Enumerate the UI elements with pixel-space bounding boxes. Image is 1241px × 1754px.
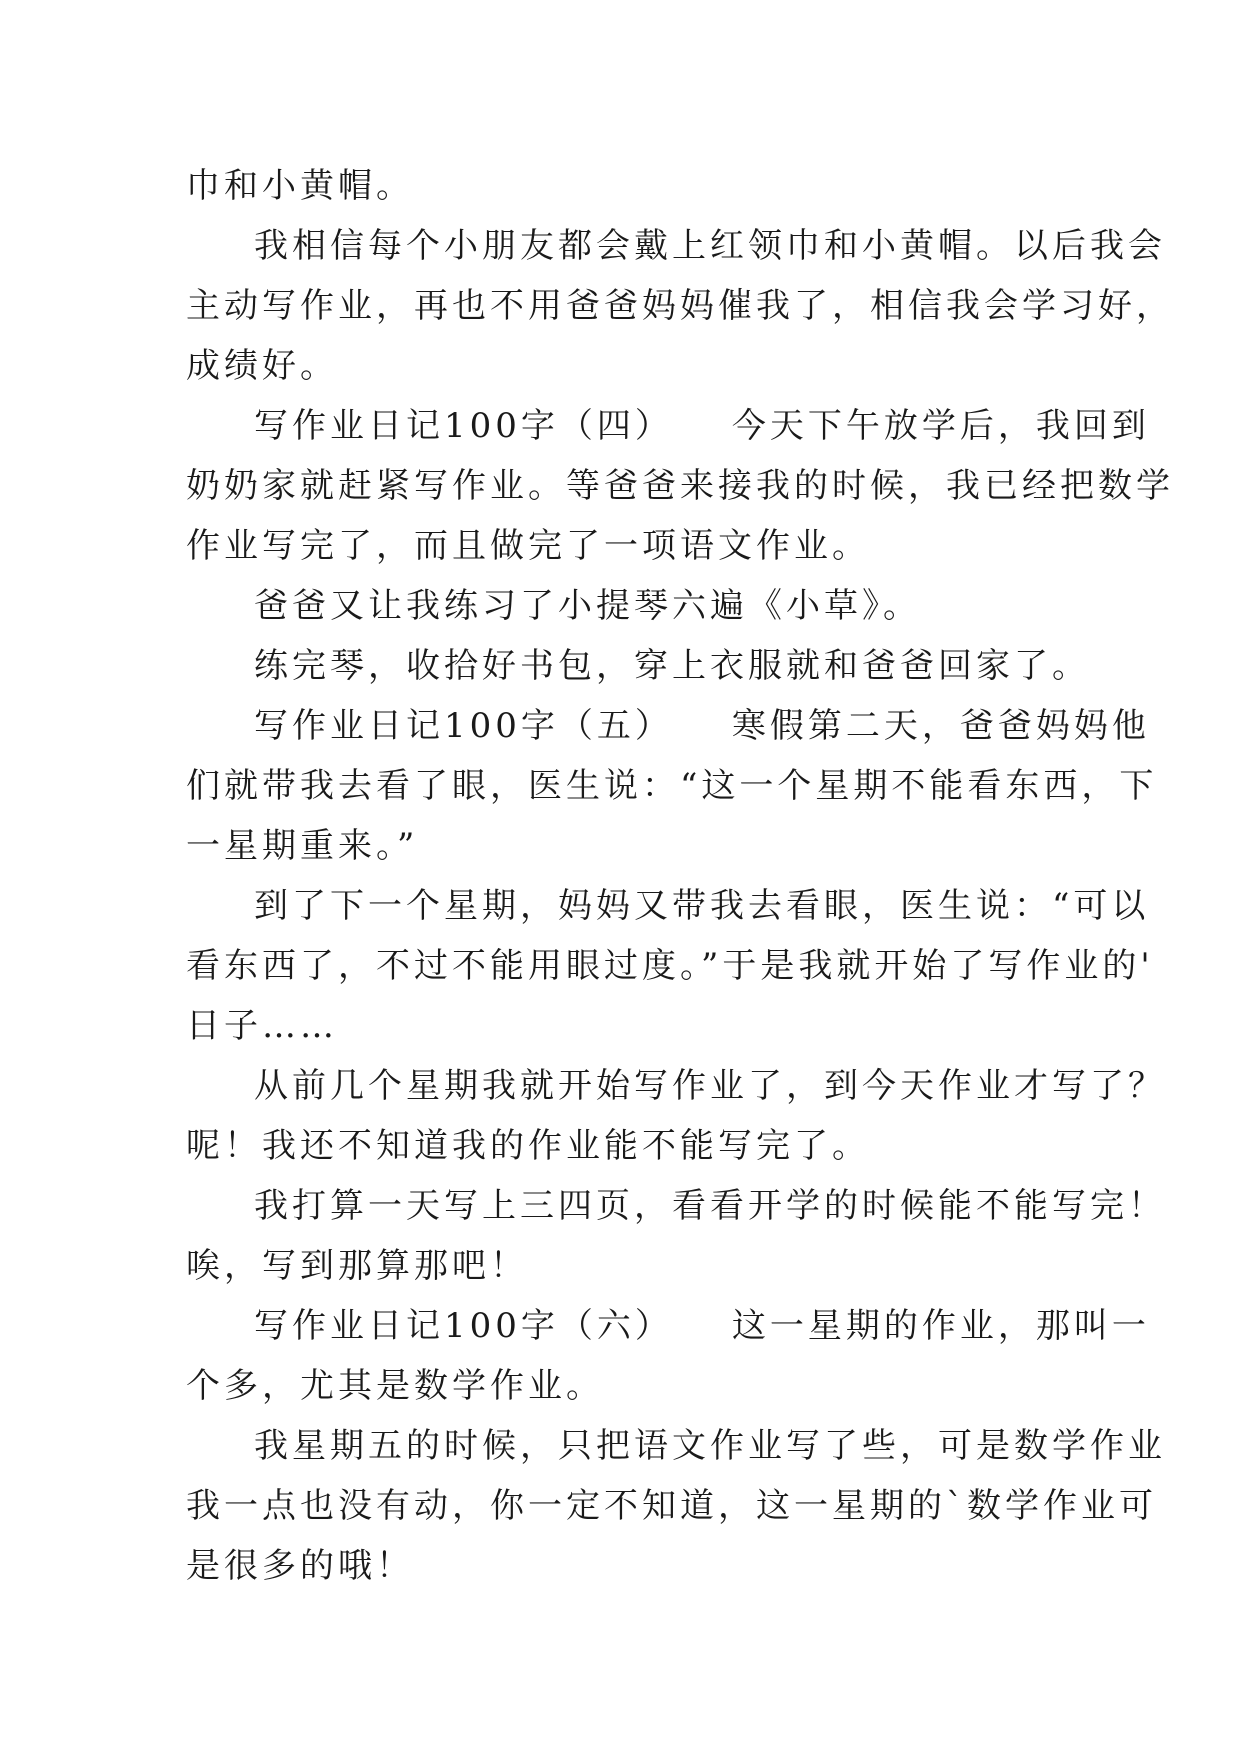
paragraph xyxy=(186,396,1174,576)
paragraph xyxy=(186,1296,1150,1416)
text-line: 看东西了，不过不能用眼过度。”于是我就开始了写作业的' xyxy=(186,946,1154,986)
text-line: 日子…… xyxy=(186,1006,338,1046)
paragraph xyxy=(186,1416,1166,1596)
text-line: 到了下一个星期，妈妈又带我去看眼，医生说：“可以 xyxy=(254,886,1150,926)
text-line: 们就带我去看了眼，医生说：“这一个星期不能看东西，下 xyxy=(186,766,1158,806)
text-line: 奶奶家就赶紧写作业。等爸爸来接我的时候，我已经把数学 xyxy=(186,466,1174,506)
text-line: 我星期五的时候，只把语文作业写了些，可是数学作业 xyxy=(254,1426,1166,1466)
paragraph xyxy=(186,1056,1166,1176)
paragraph xyxy=(186,576,1066,636)
text-line: 写作业日记100字（四） 今天下午放学后，我回到 xyxy=(254,406,1150,446)
text-line: 写作业日记100字（六） 这一星期的作业，那叫一 xyxy=(254,1306,1150,1346)
paragraph xyxy=(186,876,1154,1056)
text-line: 从前几个星期我就开始写作业了，到今天作业才写了？ xyxy=(254,1066,1166,1106)
text-line: 作业写完了，而且做完了一项语文作业。 xyxy=(186,526,870,566)
paragraph xyxy=(186,636,1090,696)
document-body xyxy=(186,156,1174,1596)
text-line: 主动写作业，再也不用爸爸妈妈催我了，相信我会学习好， xyxy=(186,286,1174,326)
text-line: 呢！我还不知道我的作业能不能写完了。 xyxy=(186,1126,870,1166)
text-line: 写作业日记100字（五） 寒假第二天，爸爸妈妈他 xyxy=(254,706,1150,746)
text-line: 巾和小黄帽。 xyxy=(186,166,414,206)
paragraph xyxy=(186,1176,1166,1296)
text-line: 一星期重来。” xyxy=(186,826,419,866)
paragraph xyxy=(186,156,1066,216)
text-line: 爸爸又让我练习了小提琴六遍《小草》。 xyxy=(254,586,921,626)
text-line: 我相信每个小朋友都会戴上红领巾和小黄帽。以后我会 xyxy=(254,226,1166,266)
text-line: 唉，写到那算那吧！ xyxy=(186,1246,528,1286)
paragraph xyxy=(186,696,1158,876)
text-line: 成绩好。 xyxy=(186,346,338,386)
text-line: 我一点也没有动，你一定不知道，这一星期的`数学作业可 xyxy=(186,1486,1157,1526)
text-line: 是很多的哦！ xyxy=(186,1546,414,1586)
paragraph xyxy=(186,216,1174,396)
text-line: 个多，尤其是数学作业。 xyxy=(186,1366,604,1406)
text-line: 练完琴，收拾好书包，穿上衣服就和爸爸回家了。 xyxy=(254,646,1090,686)
text-line: 我打算一天写上三四页，看看开学的时候能不能写完！ xyxy=(254,1186,1166,1226)
